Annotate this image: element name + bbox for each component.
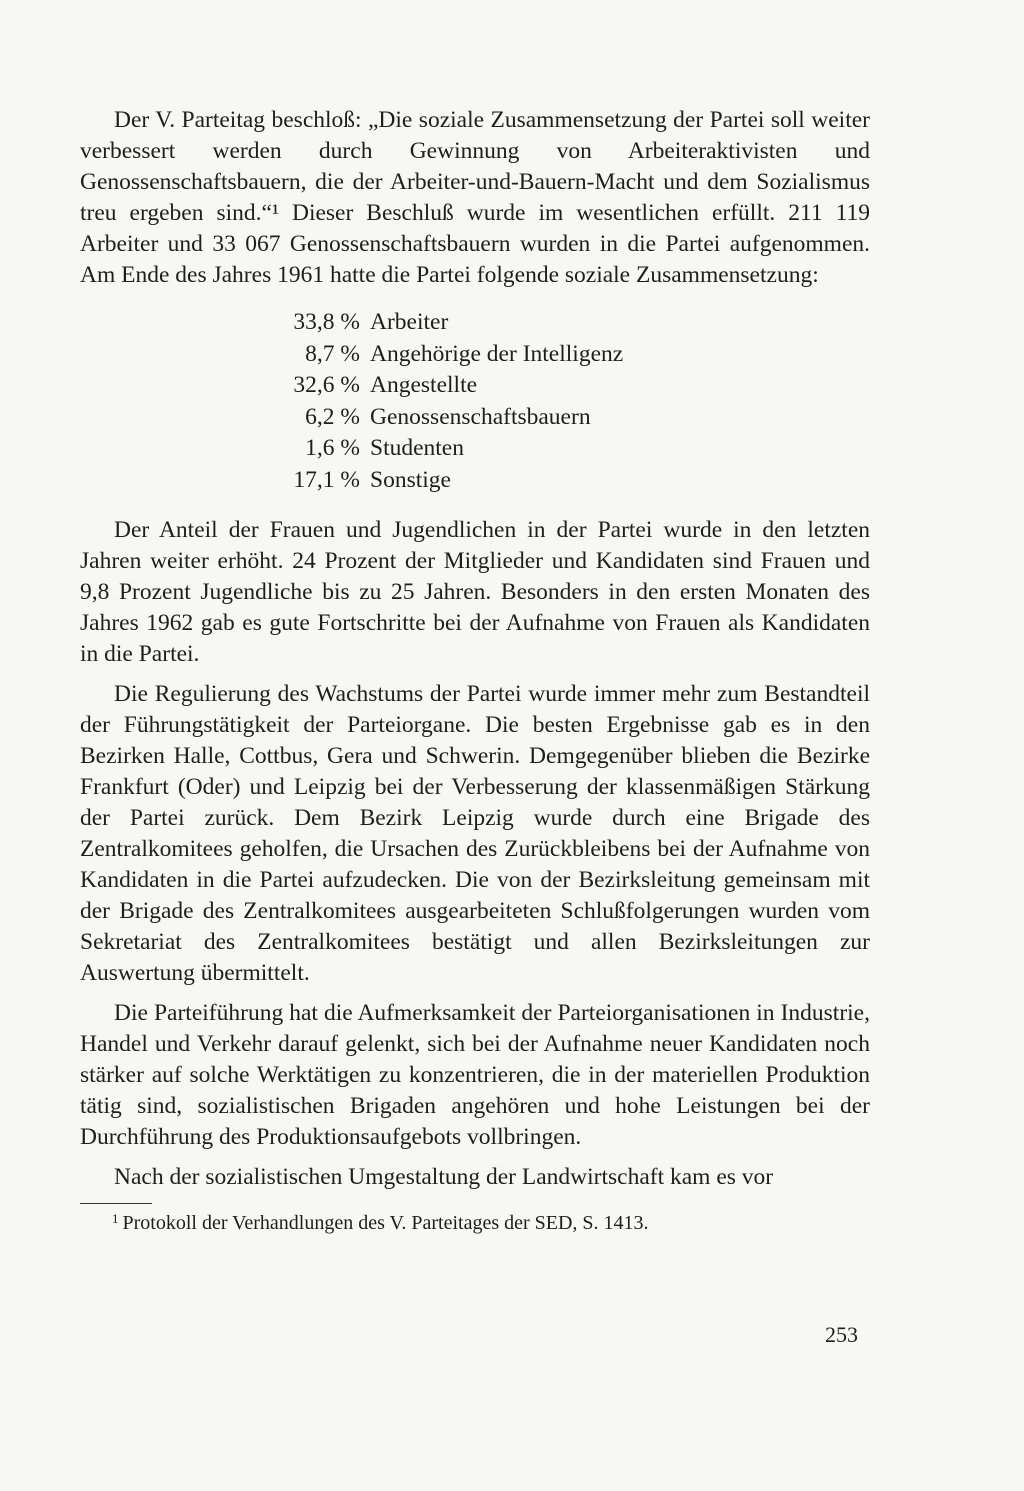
stat-value: 8,7 % [305,340,360,367]
page-body [80,105,870,1236]
stat-value: 1,6 % [305,435,360,462]
stat-row [80,307,870,339]
stat-row [80,402,870,434]
footnote [112,1206,870,1236]
stat-value: 33,8 % [293,309,360,335]
stat-row [80,339,870,371]
stat-label: Studenten [370,435,464,462]
paragraph-growth-regulation: Die Regulierung des Wachstums der Partei wurde immer mehr zum Bestandteil der Führungstätigkeit der Parteiorgane. Die besten Ergebnisse gab es in den Bezirken Halle, Cottbus, Gera und Schwerin. Demgegenüber blieben die Bezirke Frankfurt (Oder) und Leipzig bei der Verbesserung der klassenmäßigen Stärkung der Partei zurück. Dem Bezirk Leipzig wurde durch eine Brigade des Zentralkomitees geholfen, die Ursachen des Zurückbleibens bei der Aufnahme von Kandidaten in die Partei aufzudecken. Die von der Bezirksleitung gemeinsam mit der Brigade des Zentralkomitees ausgearbeiteten Schlußfolgerungen wurden vom Sekretariat des Zentralkomitees bestätigt und allen Bezirksleitungen zur Auswertung übermittelt. [80,680,870,986]
footnote-marker: 1 [112,1210,119,1226]
page-number: 253 [825,1322,858,1347]
composition-table [80,307,870,497]
footnote-rule [80,1203,152,1204]
stat-row [80,465,870,497]
paragraph-party-leadership: Die Parteiführung hat die Aufmerksamkeit der Parteiorganisationen in Industrie, Handel und Verkehr darauf gelenkt, sich bei der Aufnahme neuer Kandidaten noch stärker auf solche Werktätigen zu konzentrieren, die in der materiellen Produktion tätig sind, sozialistischen Brigaden angehören und hohe Leistungen bei der Durchführung des Produktionsaufgebots vollbringen. [80,999,870,1150]
stat-row [80,433,870,465]
stat-row [80,370,870,402]
stat-value: 17,1 % [293,466,360,493]
footnote-text: Protokoll der Verhandlungen des V. Parteitages der SED, S. 1413. [122,1211,649,1234]
stat-label: Angestellte [370,372,478,399]
paragraph-women-youth: Der Anteil der Frauen und Jugendlichen in der Partei wurde in den letzten Jahren weiter erhöht. 24 Prozent der Mitglieder und Kandidaten sind Frauen und 9,8 Prozent Jugendliche bis zu 25 Jahren. Besonders in den ersten Monaten des Jahres 1962 gab es gute Fortschritte bei der Aufnahme von Frauen als Kandidaten in die Partei. [80,516,870,667]
paragraph-agriculture: Nach der sozialistischen Umgestaltung der Landwirtschaft kam es vor [114,1163,774,1190]
paragraph-intro: Der V. Parteitag beschloß: „Die soziale Zusammensetzung der Partei soll weiter verbessert werden durch Gewinnung von Arbeiteraktivisten und Genossenschaftsbauern, die der Arbeiter-und-Bauern-Macht und dem Sozialismus treu ergeben sind.“¹ Dieser Beschluß wurde im wesentlichen erfüllt. 211 119 Arbeiter und 33 067 Genossenschaftsbauern wurden in die Partei aufgenommen. Am Ende des Jahres 1961 hatte die Partei folgende soziale Zusammensetzung: [80,107,870,288]
stat-value: 32,6 % [293,372,360,399]
stat-label: Arbeiter [370,309,449,335]
stat-label: Genossenschaftsbauern [370,403,591,430]
stat-label: Angehörige der Intelligenz [370,340,624,367]
stat-label: Sonstige [370,466,451,493]
stat-value: 6,2 % [305,403,360,430]
